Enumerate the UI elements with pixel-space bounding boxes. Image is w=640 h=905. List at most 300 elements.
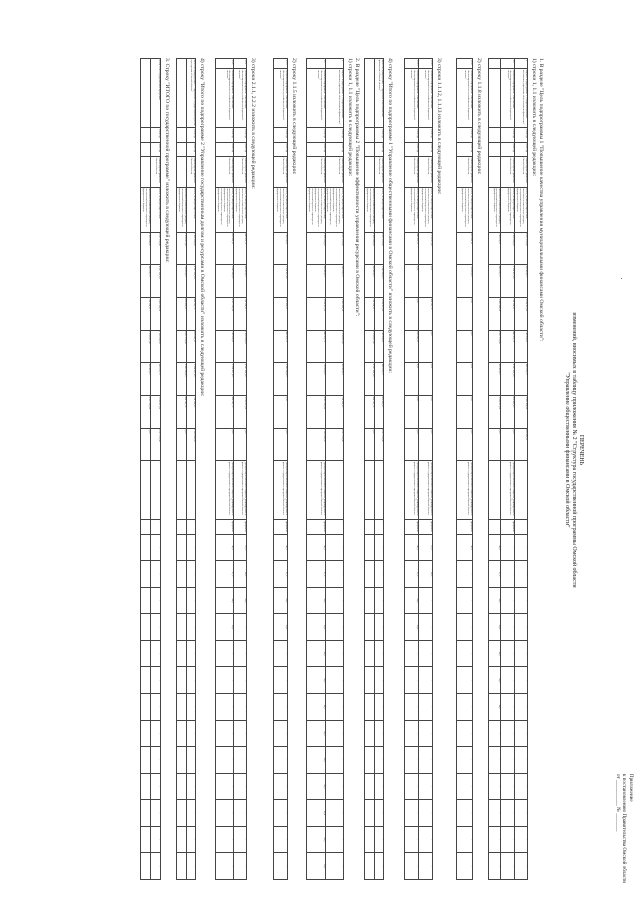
table-cell: 1 254 907,60 (274, 265, 288, 298)
table-cell: 98,0 (489, 587, 501, 614)
table-cell: - (457, 587, 473, 614)
table-cell: процентов (274, 520, 288, 534)
table-cell: - (187, 747, 196, 774)
table-cell: 2020 год (307, 142, 325, 156)
table-cell: процентов (307, 520, 325, 534)
table-cell: Основное мероприятие "Обеспечение сбалансированности и устойчивости бюджетной системы" (307, 69, 325, 128)
table-cell: - (457, 747, 473, 774)
section-subheading: 1) строки 1, 1.1 изложить в следующей редакции: (347, 58, 353, 177)
table-cell: 2014 год (325, 128, 343, 142)
table-cell (177, 694, 187, 721)
table-cell: 99,0 (307, 667, 325, 694)
table-cell (365, 142, 375, 156)
table-cell: - (274, 720, 288, 747)
table-cell: - (151, 747, 161, 774)
table-cell: 99,0 (307, 773, 325, 800)
section-subheading: 3) строки 1.1.12, 1.1.13 изложить в следующей редакции: (436, 58, 442, 195)
table-cell (141, 59, 151, 128)
table-cell: 0,00 (234, 428, 247, 461)
table-cell (489, 461, 501, 520)
table-cell: - (274, 694, 288, 721)
table-cell: - (501, 561, 515, 588)
table-cell: Всего, из них расходы за счет: (187, 187, 196, 232)
table-row (234, 59, 247, 880)
table-cell: - (187, 720, 196, 747)
table-cell: - (375, 826, 384, 853)
table-cell: Министерство финансов Омской области (405, 156, 419, 187)
table-cell: 738 114,25 (215, 330, 233, 363)
table-cell (141, 128, 151, 142)
table-cell: 99,0 (489, 694, 501, 721)
table-cell: - (234, 614, 247, 641)
table-cell: - (187, 640, 196, 667)
table-cell: - (419, 773, 433, 800)
table-cell: Министерство финансов Омской области (151, 157, 161, 188)
table-cell: - (325, 853, 343, 880)
table-cell: 1 985 289,20 (274, 363, 288, 396)
table-cell: - (515, 520, 528, 534)
table-cell: 99,0 (234, 587, 247, 614)
table-cell (177, 853, 187, 880)
title-line: ПЕРЕЧЕНЬ (578, 434, 584, 466)
table-cell: - (215, 800, 233, 827)
table-cell: - (325, 694, 343, 721)
table-cell: - (187, 534, 196, 561)
table-cell: 4 567 231,90 (151, 232, 161, 265)
table-cell: 4 567 231,90 (177, 330, 187, 363)
table-cell: 99,0 (307, 853, 325, 880)
table-cell: - (151, 587, 161, 614)
table-cell: 98,0 (405, 587, 419, 614)
table-cell: - (151, 826, 161, 853)
table-cell: - (234, 720, 247, 747)
table-cell: 602 418,15 (375, 395, 384, 428)
table-cell: 1 254 907,60 (515, 297, 528, 330)
table-cell: 4 567 231,90 (325, 232, 343, 265)
table-cell: - (151, 614, 161, 641)
table-cell: - (325, 587, 343, 614)
table-cell: 0,00 (419, 363, 433, 396)
table-cell: 4 567 231,90 (375, 428, 384, 461)
table-cell: Всего, из них расходы за счет: поступлений целевого характера из федерального бюджета (405, 187, 419, 232)
table-cell: Министерство финансов Омской области (501, 156, 515, 187)
table-cell: 1 254 907,60 (215, 363, 233, 396)
table-cell: - (489, 800, 501, 827)
table-cell (141, 720, 151, 747)
table-cell (141, 747, 151, 774)
table-cell: - (151, 640, 161, 667)
table-cell: - (515, 826, 528, 853)
table-cell: 4 567 231,90 (325, 428, 343, 461)
table-cell: - (375, 800, 384, 827)
table-cell: 2014 год (515, 128, 528, 142)
table-cell: - (187, 773, 196, 800)
table-cell: - (325, 720, 343, 747)
table-cell: 0,00 (457, 428, 473, 461)
table-cell: 1 254 907,60 (501, 265, 515, 298)
table-cell: 4 567 231,90 (515, 232, 528, 265)
table-cell: 1 254 907,60 (187, 363, 196, 396)
table-cell: - (274, 747, 288, 774)
table-cell: 1 254 907,60 (234, 395, 247, 428)
table-cell: 1 254 907,60 (375, 297, 384, 330)
table-cell: 986 502,70 (234, 232, 247, 265)
table-cell: 0,00 (365, 428, 375, 461)
table-cell: 1.1 (501, 59, 515, 69)
table-cell: 1 985 289,20 (141, 232, 151, 265)
table-row (419, 59, 433, 880)
amendment-table (215, 58, 247, 880)
table-cell: - (234, 800, 247, 827)
table-cell: 602 418,15 (274, 297, 288, 330)
table-cell: 99,0 (307, 640, 325, 667)
table-cell: 986 502,70 (515, 363, 528, 396)
table-cell: - (515, 747, 528, 774)
table-cell: 1.1.5 (274, 59, 288, 69)
table-cell: - (187, 614, 196, 641)
table-cell: - (215, 694, 233, 721)
table-cell: - (489, 773, 501, 800)
table-cell: Министерство финансов Омской области (419, 156, 433, 187)
table-cell: - (234, 694, 247, 721)
table-cell: - (234, 853, 247, 880)
table-cell: 1 254 907,60 (177, 232, 187, 265)
table-cell: 1 254 907,60 (419, 232, 433, 265)
table-cell: 1 985 289,20 (307, 232, 325, 265)
table-cell: 0,00 (457, 330, 473, 363)
table-cell: - (325, 461, 343, 520)
amendment-table (140, 58, 161, 880)
table-cell: 986 502,70 (141, 265, 151, 298)
table-cell (141, 520, 151, 534)
table-cell: - (215, 747, 233, 774)
table-cell: 99,0 (215, 614, 233, 641)
table-cell: 99,0 (307, 720, 325, 747)
table-cell: - (215, 773, 233, 800)
table-cell: Министерство финансов Омской области (457, 156, 473, 187)
table-cell: 1.1 (307, 59, 325, 69)
table-cell: Министерство финансов Омской области (307, 156, 325, 187)
table-cell: - (405, 773, 419, 800)
table-cell (177, 59, 187, 128)
table-row (274, 59, 288, 880)
table-cell: Всего, из них расходы за счет: (151, 187, 161, 232)
table-cell: 986 502,70 (365, 395, 375, 428)
table-cell: - (325, 800, 343, 827)
table-cell: - (151, 720, 161, 747)
table-cell (365, 640, 375, 667)
table-cell: 96,3 (489, 534, 501, 561)
table-row (457, 59, 473, 880)
table-cell: Задача 1 подпрограммы 1 "Совершенствование механизмов управления общественными финансами" (515, 69, 528, 128)
table-cell: - (405, 826, 419, 853)
table-cell: - (375, 640, 384, 667)
table-cell (365, 747, 375, 774)
table-cell: 1 985 289,20 (215, 265, 233, 298)
table-cell: 738 114,25 (457, 265, 473, 298)
table-cell: - (515, 534, 528, 561)
table-cell: - (419, 720, 433, 747)
table-cell: Основное мероприятие "Обеспечение сбалансированности и устойчивости бюджетной системы" (419, 69, 433, 128)
table-cell: процентов (405, 520, 419, 534)
table-cell: - (501, 800, 515, 827)
table-cell: налоговых и неналоговых доходов, поступлений нецелевого характера из федерального бюджета (141, 187, 151, 232)
table-cell: 602 418,15 (215, 232, 233, 265)
table-cell: - (405, 720, 419, 747)
table-cell (489, 128, 501, 142)
table-cell: 98,0 (234, 561, 247, 588)
table-cell (177, 747, 187, 774)
section-subheading: 1) строки 1, 1.1 изложить в следующей редакции: (531, 58, 537, 177)
document-title (562, 140, 584, 760)
table-cell: 602 418,15 (405, 330, 419, 363)
table-cell: - (187, 520, 196, 534)
table-cell: Министерство финансов Омской области (274, 156, 288, 187)
scan-speck (621, 278, 622, 279)
table-cell (489, 142, 501, 156)
table-cell: 738 114,25 (365, 297, 375, 330)
table-cell: 99,0 (307, 800, 325, 827)
table-cell: 0,00 (419, 395, 433, 428)
table-cell: 99,0 (274, 614, 288, 641)
table-cell: - (457, 800, 473, 827)
table-cell: 0,00 (274, 395, 288, 428)
table-cell: - (405, 853, 419, 880)
table-cell: Доля расходов областного бюджета, формируемых в рамках государственных программ Омской области (274, 461, 288, 520)
table-cell: Основное мероприятие "Обеспечение сбалансированности и устойчивости бюджетной системы" (234, 69, 247, 128)
table-cell: 1 985 289,20 (307, 428, 325, 461)
table-cell: 2014 год (419, 128, 433, 142)
table-cell: Доля расходов областного бюджета, формируемых в рамках государственных программ Омской области (215, 461, 233, 520)
table-cell: - (274, 800, 288, 827)
table-cell: 1 985 289,20 (187, 428, 196, 461)
table-cell (365, 128, 375, 142)
table-cell (177, 720, 187, 747)
table-cell: процентов (501, 520, 515, 534)
table-cell (177, 128, 187, 142)
table-cell (365, 694, 375, 721)
table-cell (365, 720, 375, 747)
table-cell: - (215, 826, 233, 853)
table-cell: 602 418,15 (365, 265, 375, 298)
table-cell: Министерство финансов Омской области (515, 156, 528, 187)
amendment-table (176, 58, 196, 880)
table-cell: - (489, 826, 501, 853)
table-cell: 0,00 (419, 330, 433, 363)
table-cell: 1 254 907,60 (365, 330, 375, 363)
table-cell (489, 520, 501, 534)
table-cell: 4 567 231,90 (501, 363, 515, 396)
table-cell: 2020 год (187, 142, 196, 156)
table-cell: Всего, из них расходы за счет: налоговых и неналоговых доходов, поступлений нецелевого характера из федерального бюджета (234, 187, 247, 232)
table-cell: - (457, 720, 473, 747)
header-line: к постановлению Правительства Омской области (621, 773, 628, 883)
table-cell: - (419, 747, 433, 774)
table-cell: - (419, 640, 433, 667)
table-cell: 2014 год (151, 128, 161, 142)
table-cell: - (515, 614, 528, 641)
table-cell: Основное мероприятие "Обеспечение сбалансированности и устойчивости бюджетной системы" (215, 69, 233, 128)
table-cell: 0,00 (405, 297, 419, 330)
table-cell: - (515, 853, 528, 880)
table-cell: 0,00 (141, 428, 151, 461)
table-cell: - (375, 520, 384, 534)
table-cell (365, 59, 375, 128)
table-cell: 738 114,25 (274, 232, 288, 265)
amendment-table (364, 58, 384, 880)
table-cell: - (151, 534, 161, 561)
table-cell: - (187, 587, 196, 614)
table-cell (177, 826, 187, 853)
table-cell: 602 418,15 (325, 363, 343, 396)
table-cell: - (515, 720, 528, 747)
table-cell: 0,00 (489, 428, 501, 461)
table-cell: 97,0 (215, 561, 233, 588)
table-cell: - (215, 853, 233, 880)
table-cell: - (501, 587, 515, 614)
table-cell: Задача 1 подпрограммы 1 "Совершенствование механизмов управления общественными финансами" (325, 69, 343, 128)
section-subheading: 3) строки 2.1.1, 2.2.2 изложить в следующей редакции: (250, 58, 256, 189)
table-cell (177, 561, 187, 588)
section-subheading: 4) строку "Итого по подпрограмме 1 "Управление общественными финансами в Омской области" изложить в следующей редакции: (387, 58, 393, 373)
table-cell: - (234, 773, 247, 800)
table-cell: 98,0 (419, 561, 433, 588)
table-cell: - (501, 853, 515, 880)
table-row (365, 59, 375, 880)
table-cell (365, 667, 375, 694)
table-cell: 0,00 (457, 395, 473, 428)
table-cell: - (234, 826, 247, 853)
table-cell: 98,0 (274, 587, 288, 614)
table-cell: - (501, 720, 515, 747)
table-cell: 4 567 231,90 (141, 395, 151, 428)
section-heading: 1. В разделе "Цель подпрограммы 1 "Повышение качества управления муниципальными финансами Омской области": (538, 58, 544, 342)
table-cell: 1 (515, 59, 528, 69)
table-cell: - (501, 826, 515, 853)
table-cell: - (419, 853, 433, 880)
table-row (141, 59, 151, 880)
table-cell: 99,0 (307, 614, 325, 641)
table-cell: - (274, 826, 288, 853)
table-cell (365, 561, 375, 588)
table-cell: 1 985 289,20 (501, 232, 515, 265)
table-cell: Основное мероприятие "Обеспечение сбалансированности и устойчивости бюджетной системы" (457, 69, 473, 128)
table-cell: 99,0 (307, 826, 325, 853)
table-cell: 738 114,25 (234, 297, 247, 330)
table-cell: 602 418,15 (457, 232, 473, 265)
appendix-header (614, 774, 634, 883)
table-cell: 97,0 (307, 561, 325, 588)
table-cell: 738 114,25 (515, 330, 528, 363)
table-cell: - (375, 614, 384, 641)
amendment-table (306, 58, 344, 880)
table-cell: - (325, 773, 343, 800)
table-row (515, 59, 528, 880)
table-cell: 0,00 (405, 265, 419, 298)
table-cell: Всего, из них расходы за счет: налоговых и неналоговых доходов, поступлений нецелевого характера из федерального бюджета (419, 187, 433, 232)
table-cell: 1 985 289,20 (234, 330, 247, 363)
table-cell: - (457, 614, 473, 641)
table-cell: Доля расходов областного бюджета, формируемых в рамках государственных программ Омской области (457, 461, 473, 520)
section-subheading: 2) строку 1.1.8 изложить в следующей редакции: (476, 58, 482, 175)
table-cell: 1 985 289,20 (489, 297, 501, 330)
table-cell: 986 502,70 (489, 265, 501, 298)
table-cell (365, 534, 375, 561)
table-cell: - (457, 640, 473, 667)
table-cell: Всего, из них расходы за счет: (375, 187, 384, 232)
title-line: "Управление общественными финансами в Омской области" (563, 372, 570, 528)
table-cell: Итого по подпрограмме 1 "Управление общественными финансами в Омской области" (375, 59, 384, 128)
table-cell: - (375, 773, 384, 800)
table-cell: 1.1.13 (405, 59, 419, 69)
table-cell: 2014 год (274, 128, 288, 142)
table-row (215, 59, 233, 880)
table-cell: 986 502,70 (151, 363, 161, 396)
table-cell: 2020 год (419, 142, 433, 156)
table-cell: - (457, 561, 473, 588)
table-cell (365, 614, 375, 641)
table-cell: - (501, 640, 515, 667)
table-cell (141, 534, 151, 561)
table-cell (141, 157, 151, 188)
table-cell (177, 520, 187, 534)
table-cell: 1 985 289,20 (177, 363, 187, 396)
table-cell: - (515, 561, 528, 588)
table-cell: - (325, 667, 343, 694)
table-cell (365, 461, 375, 520)
table-cell: - (187, 694, 196, 721)
table-cell: Основное мероприятие "Обеспечение сбалансированности и устойчивости бюджетной системы" (274, 69, 288, 128)
table-cell (141, 614, 151, 641)
table-cell: - (234, 667, 247, 694)
table-cell: 4 567 231,90 (151, 428, 161, 461)
table-cell (177, 773, 187, 800)
table-cell: процентов (419, 520, 433, 534)
table-cell: 602 418,15 (489, 363, 501, 396)
table-cell: - (405, 800, 419, 827)
table-cell: - (215, 667, 233, 694)
table-cell: - (501, 534, 515, 561)
table-cell: - (151, 853, 161, 880)
table-cell: 99,0 (489, 667, 501, 694)
table-cell: Доля расходов областного бюджета, формируемых в рамках государственных программ Омской области (307, 461, 325, 520)
table-cell: - (457, 853, 473, 880)
table-cell: - (457, 667, 473, 694)
table-cell: 0,00 (419, 428, 433, 461)
table-cell: Всего, из них расходы за счет: налоговых и неналоговых доходов, поступлений нецелевого характера из федерального бюджета поступлений целевого характера из федерального бюджета (307, 187, 325, 232)
table-cell: 2014 год (457, 128, 473, 142)
table-cell: - (151, 773, 161, 800)
table-cell: 738 114,25 (187, 395, 196, 428)
table-cell: 986 502,70 (325, 265, 343, 298)
table-cell: 2020 год (234, 142, 247, 156)
table-cell: 986 502,70 (177, 395, 187, 428)
table-cell: - (515, 640, 528, 667)
table-cell: 99,0 (489, 614, 501, 641)
table-cell: - (405, 694, 419, 721)
table-row (375, 59, 384, 880)
table-cell: 738 114,25 (325, 395, 343, 428)
table-cell (177, 461, 187, 520)
table-cell: - (234, 747, 247, 774)
table-cell (141, 561, 151, 588)
table-cell: - (375, 534, 384, 561)
table-cell: 99,0 (307, 747, 325, 774)
table-cell: 4 567 231,90 (307, 395, 325, 428)
table-cell: - (187, 800, 196, 827)
table-cell: 0,00 (274, 428, 288, 461)
table-cell: 602 418,15 (177, 297, 187, 330)
